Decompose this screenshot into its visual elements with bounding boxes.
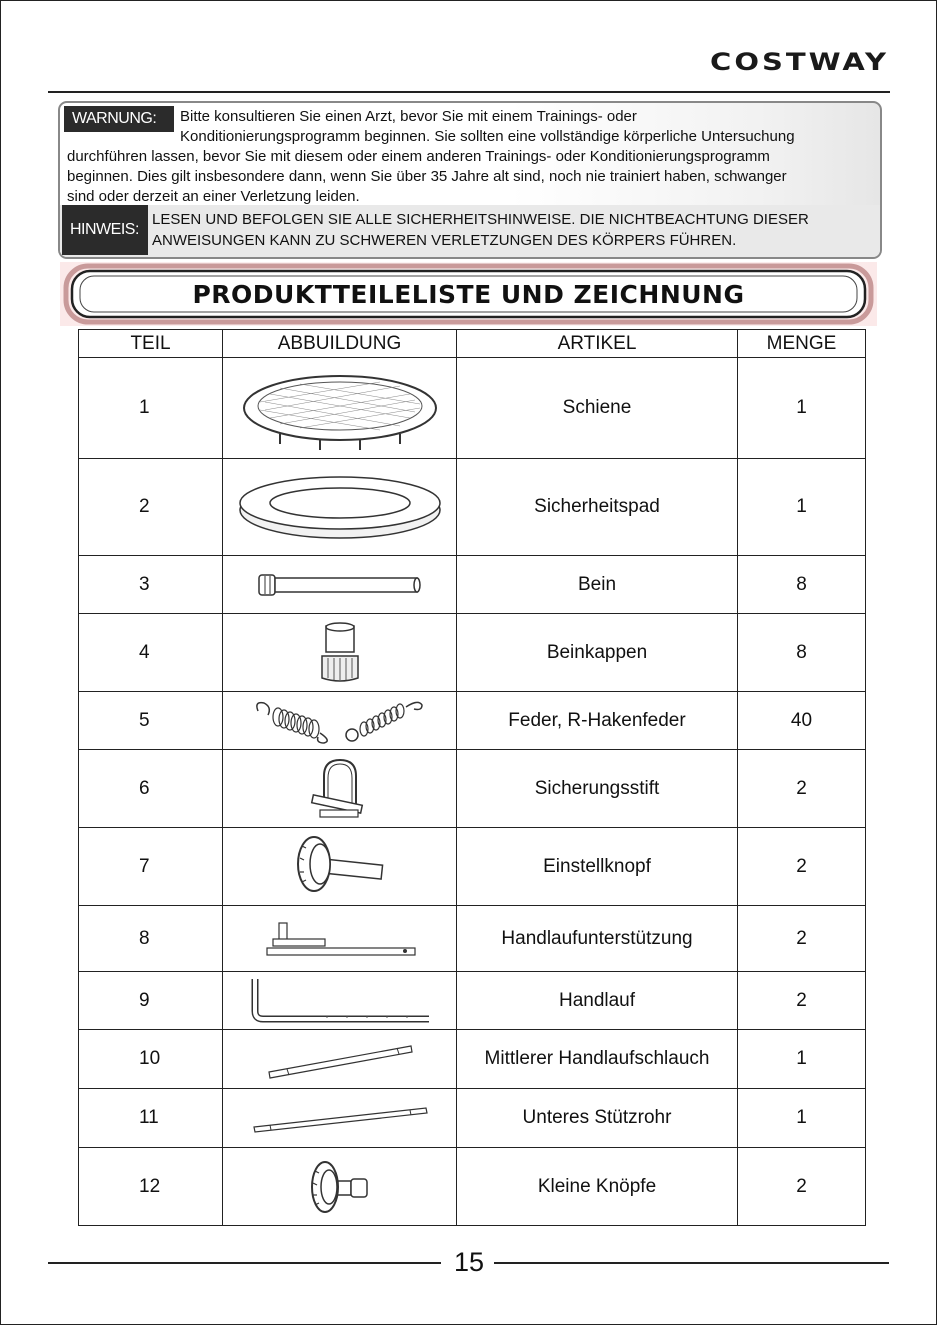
warning-box	[58, 101, 882, 259]
part-name: Feder, R-Hakenfeder	[457, 692, 738, 750]
warning-text-line1: Bitte konsultieren Sie einen Arzt, bevor Sie mit einem Trainings- oder	[180, 108, 637, 125]
header-item: ARTIKEL	[457, 330, 738, 358]
parts-table	[78, 329, 866, 1226]
part-name: Sicherheitspad	[457, 459, 738, 556]
section-title: PRODUKTTEILELISTE UND ZEICHNUNG	[192, 280, 745, 309]
table-row	[79, 358, 866, 459]
part-name: Handlauf	[457, 972, 738, 1030]
part-number: 4	[79, 614, 223, 692]
brand-logo: COSTWAY	[710, 48, 889, 76]
part-name: Schiene	[457, 358, 738, 459]
middle-handrail-tube-icon	[265, 1036, 415, 1082]
part-number: 6	[79, 750, 223, 828]
table-row	[79, 459, 866, 556]
part-quantity: 40	[738, 692, 866, 750]
part-quantity: 2	[738, 906, 866, 972]
part-quantity: 2	[738, 1148, 866, 1226]
part-name: Beinkappen	[457, 614, 738, 692]
notice-label: HINWEIS:	[62, 205, 148, 255]
table-row	[79, 1030, 866, 1089]
table-row	[79, 750, 866, 828]
page-number: 15	[453, 1247, 485, 1277]
table-header-row	[79, 330, 866, 358]
header-quantity: MENGE	[738, 330, 866, 358]
adjustment-knob-icon	[292, 834, 388, 900]
leg-cap-icon	[318, 622, 362, 684]
handrail-support-icon	[255, 919, 425, 959]
part-name: Kleine Knöpfe	[457, 1148, 738, 1226]
part-number: 7	[79, 828, 223, 906]
table-row	[79, 1148, 866, 1226]
table-row	[79, 1089, 866, 1148]
part-quantity: 8	[738, 556, 866, 614]
part-number: 12	[79, 1148, 223, 1226]
part-number: 8	[79, 906, 223, 972]
footer-divider-left	[48, 1262, 441, 1264]
part-quantity: 1	[738, 1089, 866, 1148]
header-part: TEIL	[79, 330, 223, 358]
part-quantity: 2	[738, 972, 866, 1030]
table-row	[79, 906, 866, 972]
part-name: Mittlerer Handlaufschlauch	[457, 1030, 738, 1089]
part-name: Handlaufunterstützung	[457, 906, 738, 972]
notice-text-line2: ANWEISUNGEN KANN ZU SCHWEREN VERLETZUNGEN DES KÖRPERS FÜHREN.	[152, 232, 737, 249]
notice-text	[152, 209, 872, 251]
part-name: Sicherungsstift	[457, 750, 738, 828]
notice-text-line1: LESEN UND BEFOLGEN SIE ALLE SICHERHEITSHINWEISE. DIE NICHTBEACHTUNG DIESER	[152, 211, 809, 228]
part-number: 11	[79, 1089, 223, 1148]
warning-text-line3: durchführen lassen, bevor Sie mit diesem oder einem anderen Trainings- oder Konditionierungsprogramm	[67, 148, 770, 165]
part-quantity: 2	[738, 750, 866, 828]
part-number: 1	[79, 358, 223, 459]
part-number: 2	[79, 459, 223, 556]
leg-tube-icon	[255, 570, 425, 600]
header-divider	[48, 91, 890, 93]
table-row	[79, 614, 866, 692]
table-row	[79, 556, 866, 614]
table-row	[79, 692, 866, 750]
lower-support-tube-icon	[250, 1100, 430, 1136]
part-number: 9	[79, 972, 223, 1030]
small-knob-icon	[307, 1157, 373, 1217]
safety-pad-icon	[237, 472, 443, 542]
section-banner	[60, 262, 877, 326]
part-name: Unteres Stützrohr	[457, 1089, 738, 1148]
trampoline-frame-icon	[240, 362, 440, 454]
part-number: 3	[79, 556, 223, 614]
table-row	[79, 828, 866, 906]
part-quantity: 2	[738, 828, 866, 906]
warning-label: WARNUNG:	[64, 106, 174, 132]
warning-text-line4: beginnen. Dies gilt insbesondere dann, wenn Sie über 35 Jahre alt sind, noch nie trainiert haben, schwanger	[67, 168, 787, 185]
warning-text-line2: Konditionierungsprogramm beginnen. Sie sollten eine vollständige körperliche Untersuchung	[180, 128, 795, 145]
part-quantity: 8	[738, 614, 866, 692]
part-number: 5	[79, 692, 223, 750]
warning-text	[67, 127, 873, 207]
safety-pin-icon	[310, 756, 370, 822]
part-name: Bein	[457, 556, 738, 614]
handrail-icon	[247, 975, 433, 1027]
warning-text-line5: sind oder derzeit an einer Verletzung leiden.	[67, 188, 360, 205]
part-quantity: 1	[738, 459, 866, 556]
part-quantity: 1	[738, 1030, 866, 1089]
table-row	[79, 972, 866, 1030]
header-illustration: ABBUILDUNG	[223, 330, 457, 358]
footer-divider-right	[494, 1262, 889, 1264]
spring-icon	[250, 697, 430, 745]
part-quantity: 1	[738, 358, 866, 459]
part-number: 10	[79, 1030, 223, 1089]
part-name: Einstellknopf	[457, 828, 738, 906]
